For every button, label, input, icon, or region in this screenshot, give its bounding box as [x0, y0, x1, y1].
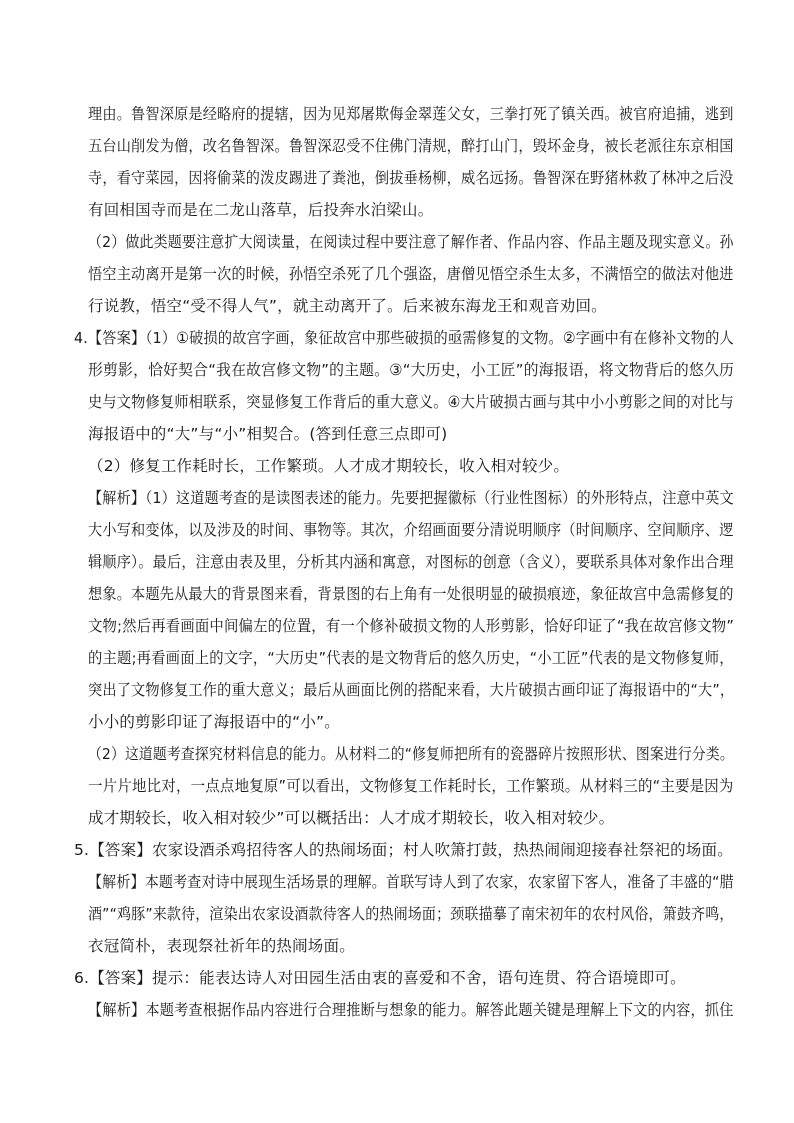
text-line: 理由。鲁智深原是经略府的提辖，因为见郑屠欺侮金翠莲父女，三拳打死了镇关西。被官府追捕，逃到	[88, 105, 734, 123]
analysis-5-line: 【解析】本题考查对诗中展现生活场景的理解。首联写诗人到了农家，农家留下客人，准备了丰盛的“腊	[88, 873, 734, 891]
text-line: 小小的剪影印证了海报语中的“小”。	[88, 713, 340, 731]
text-line: 形剪影，恰好契合“我在故宫修文物”的主题。③“大历史，小工匠”的海报语，将文物背后的悠久历	[88, 361, 735, 379]
text-line: 想象。本题先从最大的背景图来看，背景图的右上角有一处很明显的破损痕迹，象征故宫中急需修复的	[88, 585, 734, 603]
text-line: 酒”“鸡豚”来款待，渲染出农家设酒款待客人的热闹场面；颈联描摹了南宋初年的农村风俗，箫鼓齐鸣，	[88, 905, 734, 923]
text-line: 五台山削发为僧，改名鲁智深。鲁智深忍受不住佛门清规，醉打山门，毁坏金身，被长老派往东京相国	[88, 137, 734, 155]
text-line: 有回相国寺而是在二龙山落草，后投奔水泊梁山。	[88, 201, 434, 219]
text-line: （2）这道题考查探究材料信息的能力。从材料二的“修复师把所有的瓷器碎片按照形状、图案进行分类。	[88, 745, 734, 763]
text-line: （2）做此类题要注意扩大阅读量，在阅读过程中要注意了解作者、作品内容、作品主题及现实意义。孙	[88, 233, 734, 251]
text-line: 寺，看守菜园，因将偷菜的泼皮踢进了粪池，倒拔垂杨柳，威名远扬。鲁智深在野猪林救了林冲之后没	[88, 169, 734, 187]
analysis-4-line: 【解析】（1）这道题考查的是读图表述的能力。先要把握徽标（行业性图标）的外形特点，注意中英文	[88, 489, 734, 507]
text-line: 衣冠简朴，表现祭社祈年的热闹场面。	[88, 937, 355, 955]
text-line: （2）修复工作耗时长，工作繁琐。人才成才期较长，收入相对较少。	[88, 457, 570, 475]
text-line: 大小写和变体，以及涉及的时间、事物等。其次，介绍画面要分清说明顺序（时间顺序、空间顺序、逻	[88, 521, 734, 539]
text-line: 悟空主动离开是第一次的时候，孙悟空杀死了几个强盗，唐僧见悟空杀生太多，不满悟空的做法对他进	[88, 265, 734, 283]
answer-5-line: 5.【答案】农家设酒杀鸡招待客人的热闹场面；村人吹箫打鼓，热热闹闹迎接春社祭祀的场面。	[74, 841, 733, 859]
text-line: 一片片地比对，一点点地复原”可以看出，文物修复工作耗时长，工作繁琐。从材料三的“主要是因为	[88, 777, 734, 795]
answer-6-line: 6.【答案】提示：能表达诗人对田园生活由衷的喜爱和不舍，语句连贯、符合语境即可。	[74, 969, 686, 987]
answer-4-line: 4.【答案】（1）①破损的故宫字画，象征故宫中那些破损的亟需修复的文物。②字画中有在修补文物的人	[74, 329, 734, 347]
text-line: 的主题;再看画面上的文字，“大历史”代表的是文物背后的悠久历史，“小工匠”代表的是文物修复师，	[88, 649, 734, 667]
analysis-6-line: 【解析】本题考查根据作品内容进行合理推断与想象的能力。解答此题关键是理解上下文的内容，抓住	[88, 1001, 734, 1019]
text-line: 海报语中的“大”与“小”相契合。(答到任意三点即可)	[88, 425, 448, 443]
text-line: 辑顺序）。最后，注意由表及里，分析其内涵和寓意，对图标的创意（含义），要联系具体对象作出合理	[88, 553, 734, 571]
text-line: 成才期较长，收入相对较少”可以概括出：人才成才期较长，收入相对较少。	[88, 809, 615, 827]
text-line: 突出了文物修复工作的重大意义；最后从画面比例的搭配来看，大片破损古画印证了海报语中的“大”，	[88, 681, 735, 699]
text-line: 史与文物修复师相联系，突显修复工作背后的重大意义。④大片破损古画与其中小小剪影之间的对比与	[88, 393, 734, 411]
text-line: 文物;然后再看画面中间偏左的位置，有一个修补破损文物的人形剪影，恰好印证了“我在故宫修文物”	[88, 617, 734, 635]
text-line: 行说教，悟空“受不得人气”，就主动离开了。后来被东海龙王和观音劝回。	[88, 297, 607, 315]
